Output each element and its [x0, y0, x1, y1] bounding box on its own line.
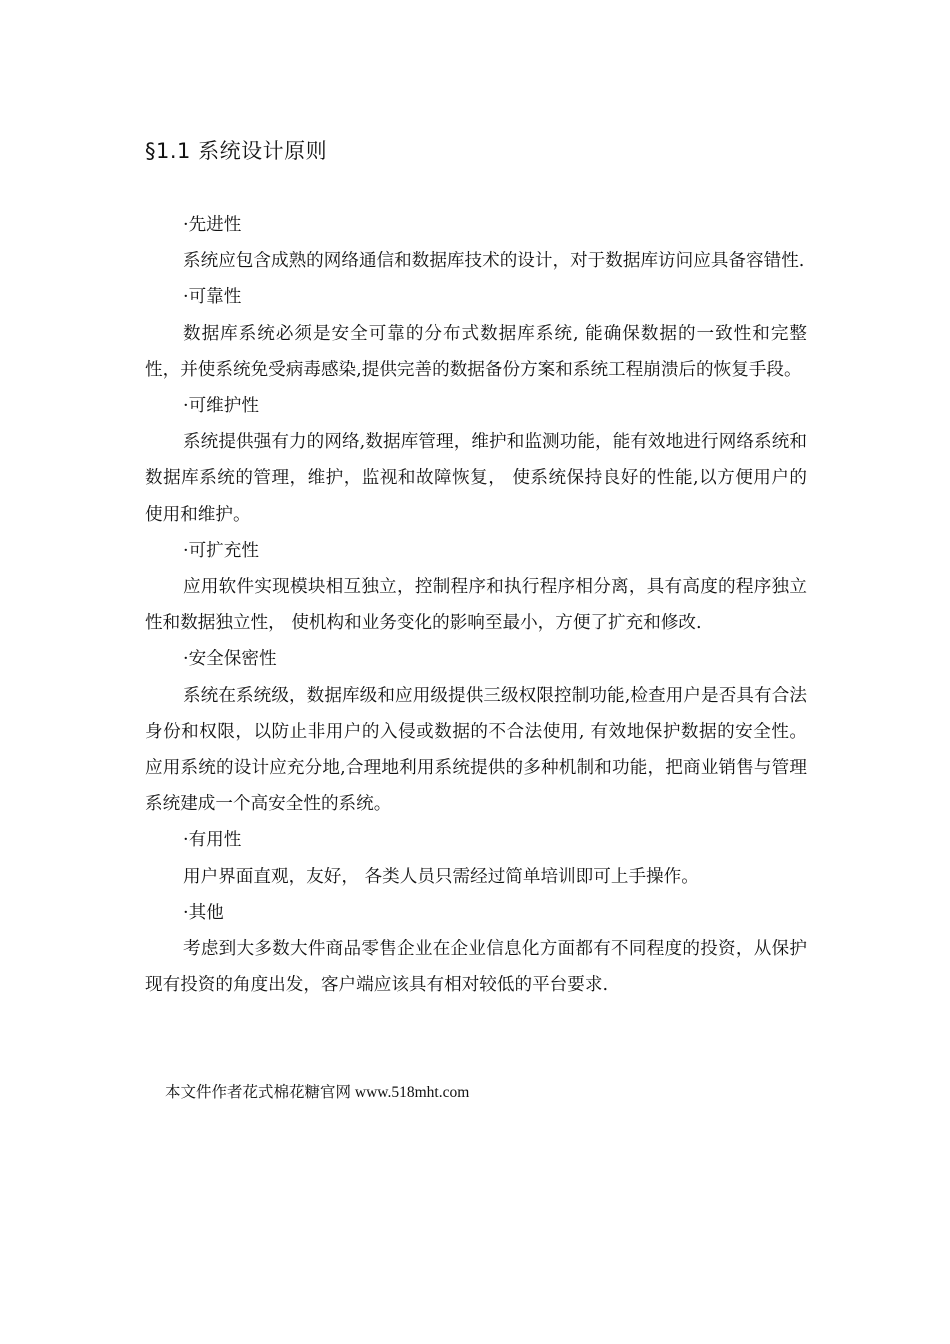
principles-list [145, 207, 807, 1003]
section-title: §1.1 系统设计原则 [145, 139, 328, 163]
item-text-other: 考虑到大多数大件商品零售企业在企业信息化方面都有不同程度的投资，从保护现有投资的角度出发，客户端应该具有相对较低的平台要求. [145, 939, 807, 996]
item-text-security: 系统在系统级，数据库级和应用级提供三级权限控制功能,检查用户是否具有合法身份和权限，以防止非用户的入侵或数据的不合法使用, 有效地保护数据的安全性。应用系统的设计应充分地,合理地利用系统提供的多种机制和功能，把商业销售与管理系统建成一个高安全性的系统。 [145, 685, 807, 815]
item-text-advanced: 系统应包含成熟的网络通信和数据库技术的设计，对于数据库访问应具备容错性. [183, 251, 805, 272]
item-text-extensibility: 应用软件实现模块相互独立，控制程序和执行程序相分离，具有高度的程序独立性和数据独立性， 使机构和业务变化的影响至最小，方便了扩充和修改. [145, 577, 807, 634]
item-text-reliability: 数据库系统必须是安全可靠的分布式数据库系统, 能确保数据的一致性和完整性，并使系统免受病毒感染,提供完善的数据备份方案和系统工程崩溃后的恢复手段。 [145, 323, 807, 380]
item-heading-other: ·其他 [183, 902, 224, 923]
item-heading-security: ·安全保密性 [183, 649, 277, 670]
item-heading-usability: ·有用性 [183, 830, 242, 851]
item-text-maintainability: 系统提供强有力的网络,数据库管理，维护和监测功能，能有效地进行网络系统和数据库系统的管理，维护，监视和故障恢复， 使系统保持良好的性能,以方便用户的使用和维护。 [145, 432, 807, 525]
footer-note: 本文件作者花式棉花糖官网 www.518mht.com [165, 1084, 470, 1101]
item-heading-reliability: ·可靠性 [183, 287, 242, 308]
item-text-usability: 用户界面直观，友好， 各类人员只需经过简单培训即可上手操作。 [183, 866, 699, 887]
item-heading-extensibility: ·可扩充性 [183, 540, 259, 561]
item-heading-advanced: ·先进性 [183, 215, 242, 235]
item-heading-maintainability: ·可维护性 [183, 396, 259, 417]
